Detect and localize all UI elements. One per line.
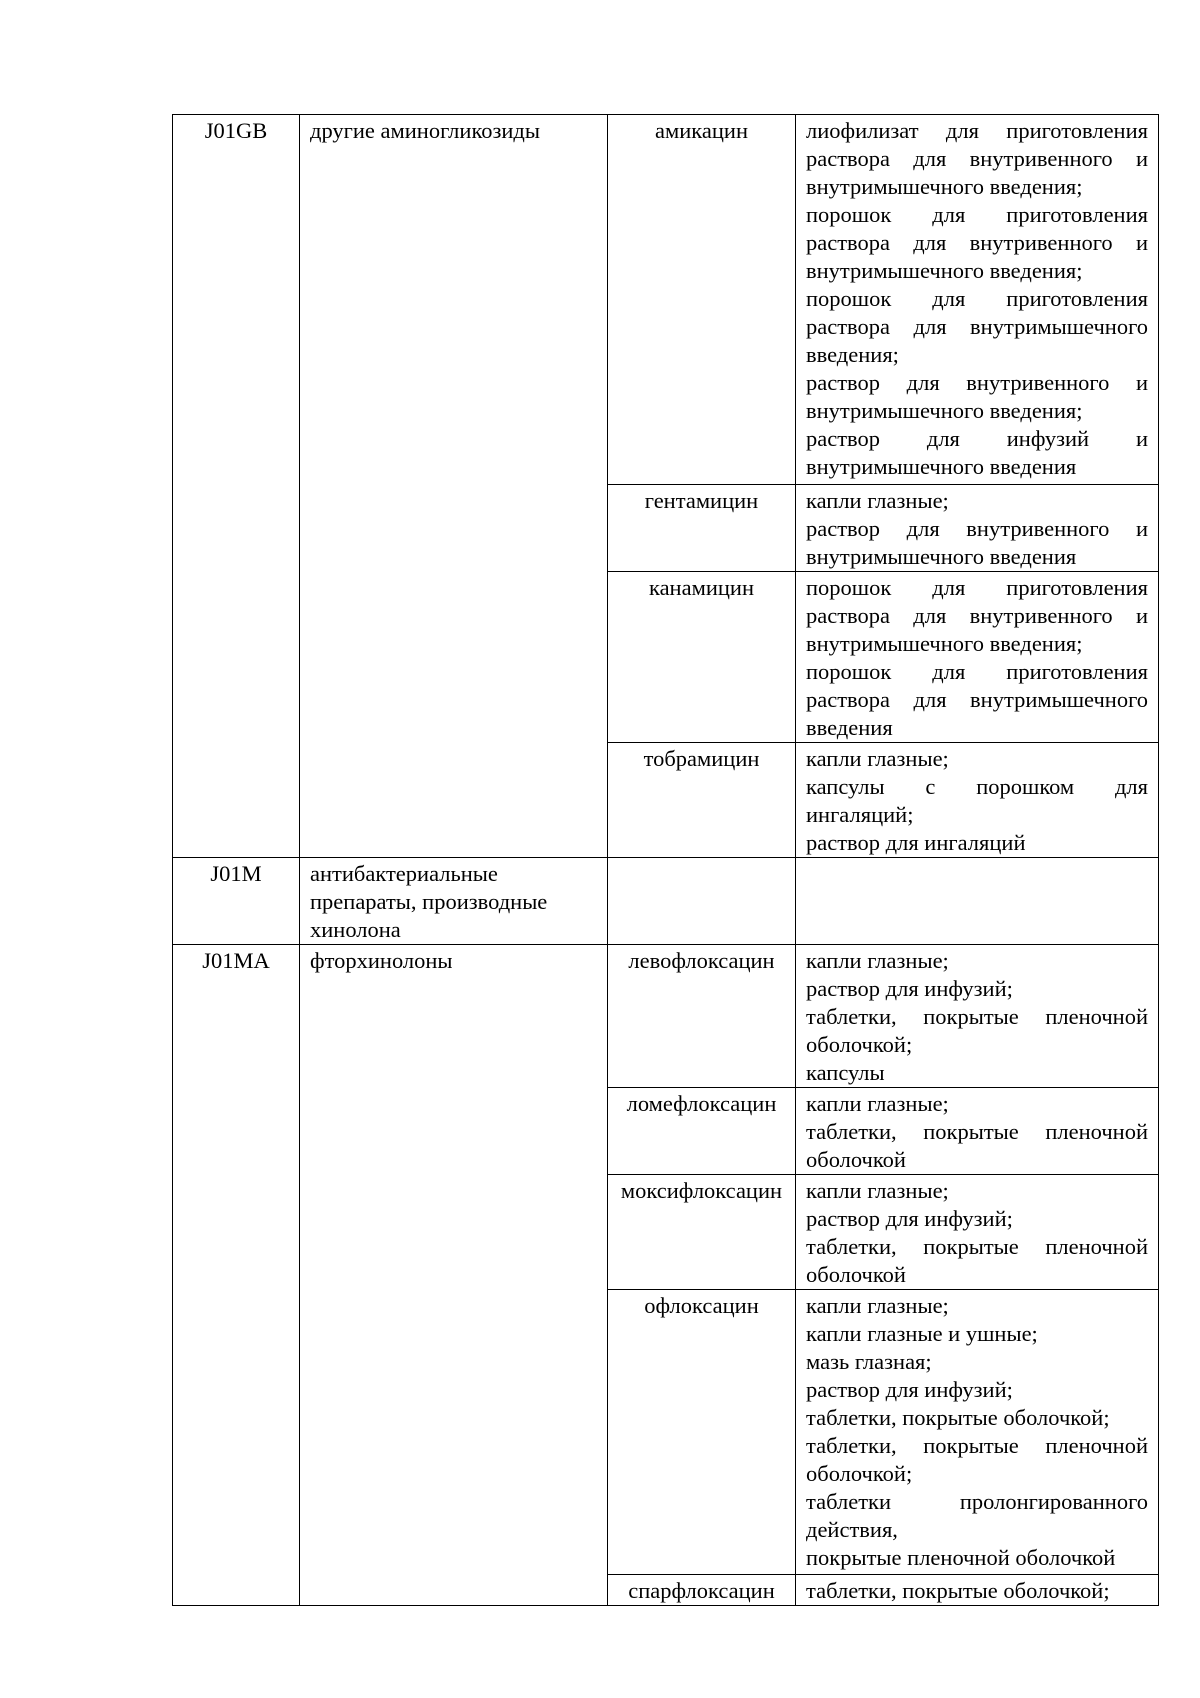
dosage-form: таблетки, покрытые оболочкой; [806, 1578, 1110, 1603]
atc-group-cell: антибактериальные препараты, производные хинолона [300, 858, 608, 945]
drug-name-cell: канамицин [608, 572, 796, 743]
drug-list-table [172, 114, 1159, 1606]
dosage-form: таблетки пролонгированного действия, [806, 1489, 1148, 1542]
dosage-form-cell [796, 945, 1159, 1088]
dosage-form: порошок для приготовления раствора для внутривенного и внутримышечного введения; [806, 575, 1148, 656]
drug-name-cell: гентамицин [608, 485, 796, 572]
dosage-form-cell [796, 115, 1159, 485]
drug-name-cell [608, 858, 796, 945]
dosage-form: капли глазные; [806, 488, 949, 513]
dosage-form: раствор для инфузий и внутримышечного введения [806, 426, 1148, 479]
dosage-form: раствор для инфузий; [806, 976, 1013, 1001]
atc-code-cell: J01MA [173, 945, 300, 1606]
drug-name-cell: моксифлоксацин [608, 1175, 796, 1290]
atc-code-cell: J01GB [173, 115, 300, 858]
dosage-form: раствор для инфузий; [806, 1206, 1013, 1231]
dosage-form-cell [796, 485, 1159, 572]
dosage-form: раствор для внутривенного и внутримышечного введения [806, 516, 1148, 569]
dosage-form-cell [796, 1290, 1159, 1575]
dosage-form: капли глазные и ушные; [806, 1321, 1038, 1346]
atc-code-cell: J01M [173, 858, 300, 945]
dosage-form: порошок для приготовления раствора для внутримышечного введения; [806, 286, 1148, 367]
dosage-form: раствор для внутривенного и внутримышечного введения; [806, 370, 1148, 423]
dosage-form: капли глазные; [806, 1293, 949, 1318]
dosage-form-cell [796, 1175, 1159, 1290]
dosage-form: капли глазные; [806, 746, 949, 771]
atc-group-cell: фторхинолоны [300, 945, 608, 1606]
dosage-form: капсулы с порошком для ингаляций; [806, 774, 1148, 827]
dosage-form: лиофилизат для приготовления раствора для внутривенного и внутримышечного введения; [806, 118, 1148, 199]
dosage-form-cell [796, 572, 1159, 743]
drug-name-cell: спарфлоксацин [608, 1575, 796, 1606]
dosage-form-cell [796, 743, 1159, 858]
drug-name-cell: ломефлоксацин [608, 1088, 796, 1175]
dosage-form-cell [796, 1575, 1159, 1606]
drug-name-cell: амикацин [608, 115, 796, 485]
dosage-form: таблетки, покрытые оболочкой; [806, 1405, 1110, 1430]
dosage-form: таблетки, покрытые пленочной оболочкой; [806, 1004, 1148, 1057]
dosage-form: раствор для инфузий; [806, 1377, 1013, 1402]
dosage-form: таблетки, покрытые пленочной оболочкой; [806, 1433, 1148, 1486]
dosage-form-cell [796, 1088, 1159, 1175]
table-row [173, 945, 1159, 1088]
dosage-form: капли глазные; [806, 948, 949, 973]
dosage-form: раствор для ингаляций [806, 830, 1026, 855]
dosage-form: капли глазные; [806, 1178, 949, 1203]
dosage-form: таблетки, покрытые пленочной оболочкой [806, 1234, 1148, 1287]
drug-name-cell: офлоксацин [608, 1290, 796, 1575]
dosage-form: капсулы [806, 1060, 885, 1085]
dosage-form: капли глазные; [806, 1091, 949, 1116]
dosage-form: порошок для приготовления раствора для внутривенного и внутримышечного введения; [806, 202, 1148, 283]
dosage-form: порошок для приготовления раствора для внутримышечного введения [806, 659, 1148, 740]
dosage-form: мазь глазная; [806, 1349, 932, 1374]
atc-group-cell: другие аминогликозиды [300, 115, 608, 858]
table-row [173, 858, 1159, 945]
dosage-form: таблетки, покрытые пленочной оболочкой [806, 1119, 1148, 1172]
dosage-form: покрытые пленочной оболочкой [806, 1545, 1116, 1570]
table-row [173, 115, 1159, 485]
dosage-form-cell [796, 858, 1159, 945]
drug-name-cell: тобрамицин [608, 743, 796, 858]
drug-name-cell: левофлоксацин [608, 945, 796, 1088]
